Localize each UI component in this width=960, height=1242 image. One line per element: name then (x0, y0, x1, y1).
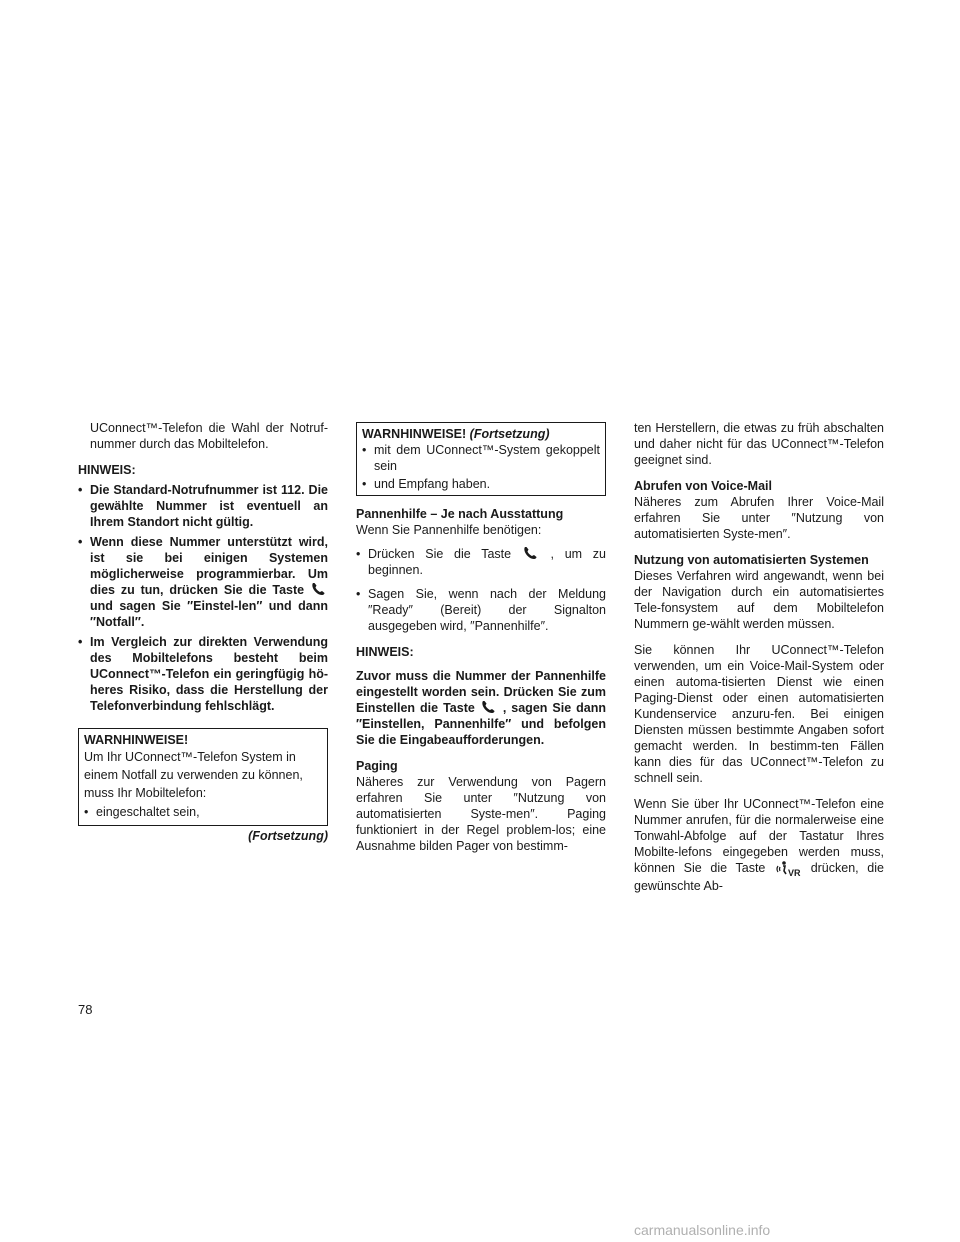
column-right (634, 420, 884, 904)
list-item: • eingeschaltet sein, (84, 805, 200, 819)
warning-title: WARNHINWEISE! (362, 427, 467, 441)
section-heading-pannenhilfe: Pannenhilfe – Je nach Ausstattung (356, 507, 564, 521)
warning-title-row (362, 426, 600, 442)
column-left (78, 420, 328, 844)
bullet-icon: • (78, 635, 83, 649)
section-heading-voicemail: Abrufen von Voice-Mail (634, 479, 772, 493)
bullet-icon: • (356, 587, 361, 601)
bullet-icon: • (362, 443, 367, 457)
list-item: • Sagen Sie, wenn nach der Meldung ″Ready″ (Bereit) der Signalton ausgegeben wird, ″Pannenhilfe″. (356, 587, 606, 633)
warning-box (356, 422, 606, 496)
list-item: • Drücken Sie die Taste , um zu beginnen. (356, 547, 606, 577)
automated-text-1: Dieses Verfahren wird angewandt, wenn bei der Navigation durch ein automatisiertes Tele-fonsystem auf dem Mobiltelefon Nummern ge-wählt werden müssen. (634, 569, 884, 631)
phone-icon (481, 700, 497, 714)
warning-title: WARNHINWEISE! (84, 733, 189, 747)
intro-text: UConnect™-Telefon die Wahl der Notruf-nummer durch das Mobiltelefon. (90, 421, 328, 451)
automated-text-2: Sie können Ihr UConnect™-Telefon verwenden, um ein Voice-Mail-System oder einen automa-tisierten Dienst wie einen Paging-Dienst oder einen automatisierten Kundenservice anzuru-fen. Bei einigen Diensten müssen bestimmte Angaben sofort gemacht werden. In bestimm-ten Fällen kann dies für das UConnect™-Telefon zu schnell sein. (634, 643, 884, 785)
list-item: • mit dem UConnect™-System gekoppelt sein (362, 443, 600, 473)
automated-text-3: Wenn Sie über Ihr UConnect™-Telefon eine Nummer anrufen, für die normalerweise eine Tonwahl-Abfolge auf der Tastatur Ihres Mobilte-lefons eingegeben werden muss, können Sie die Taste VR drücken, die gewünschte Ab- (634, 797, 884, 893)
bullet-icon: • (78, 535, 83, 549)
list-item: • Im Vergleich zur direkten Verwendung des Mobiltelefons besteht beim UConnect™-Telefon ein geringfügig hö-heres Risiko, dass die Herstellung der Telefonverbindung fehlschlägt. (78, 635, 328, 713)
paging-continued-text: ten Herstellern, die etwas zu früh abschalten und daher nicht für das UConnect™-Telefon geeignet sind. (634, 421, 884, 467)
section-heading-automated: Nutzung von automatisierten Systemen (634, 553, 869, 567)
voicemail-text: Näheres zum Abrufen Ihrer Voice-Mail erfahren Sie unter ″Nutzung von automatisierten Syste-men″. (634, 495, 884, 541)
footer-watermark: carmanualsonline.info (634, 1222, 771, 1238)
bullet-icon: • (362, 477, 367, 491)
continued-label: (Fortsetzung) (248, 829, 328, 843)
list-item: • Wenn diese Nummer unterstützt wird, ist sie bei einigen Systemen möglicherweise programmierbar. Um dies zu tun, drücken Sie die Taste und sagen Sie ″Einstel-len″ und dann ″Notfall″. (78, 535, 328, 629)
warning-box (78, 728, 328, 826)
note-text: Zuvor muss die Nummer der Pannenhilfe eingestellt worden sein. Drücken Sie zum Einstellen die Taste , sagen Sie dann ″Einstellen, Pannenhilfe″ und befolgen Sie die Eingabeaufforderungen. (356, 669, 606, 747)
pannen-intro: Wenn Sie Pannenhilfe benötigen: (356, 523, 542, 537)
page-number: 78 (78, 1002, 93, 1017)
bullet-icon: • (356, 547, 361, 561)
bullet-icon: • (78, 483, 83, 497)
phone-icon (523, 546, 539, 560)
continued-label: (Fortsetzung) (469, 427, 550, 441)
voice-recognition-icon (775, 860, 801, 878)
list-item: • Die Standard-Notrufnummer ist 112. Die gewählte Nummer ist eventuell an Ihrem Standort nicht gültig. (78, 483, 328, 529)
phone-icon (311, 582, 327, 596)
notes-heading: HINWEIS: (78, 463, 136, 477)
svg-text:VR: VR (788, 868, 801, 878)
warning-text: Um Ihr UConnect™-Telefon System in einem Notfall zu verwenden zu können, muss Ihr Mobiltelefon: (84, 750, 303, 800)
list-item: • und Empfang haben. (362, 477, 491, 491)
paging-text: Näheres zur Verwendung von Pagern erfahren Sie unter ″Nutzung von automatisierten Syste-men″. Paging funktioniert in der Regel problem-los; eine Ausnahme bilden Pager von bestimm- (356, 775, 606, 853)
column-middle (356, 420, 606, 864)
section-heading-paging: Paging (356, 759, 398, 773)
notes-heading: HINWEIS: (356, 645, 414, 659)
bullet-icon: • (84, 805, 89, 819)
